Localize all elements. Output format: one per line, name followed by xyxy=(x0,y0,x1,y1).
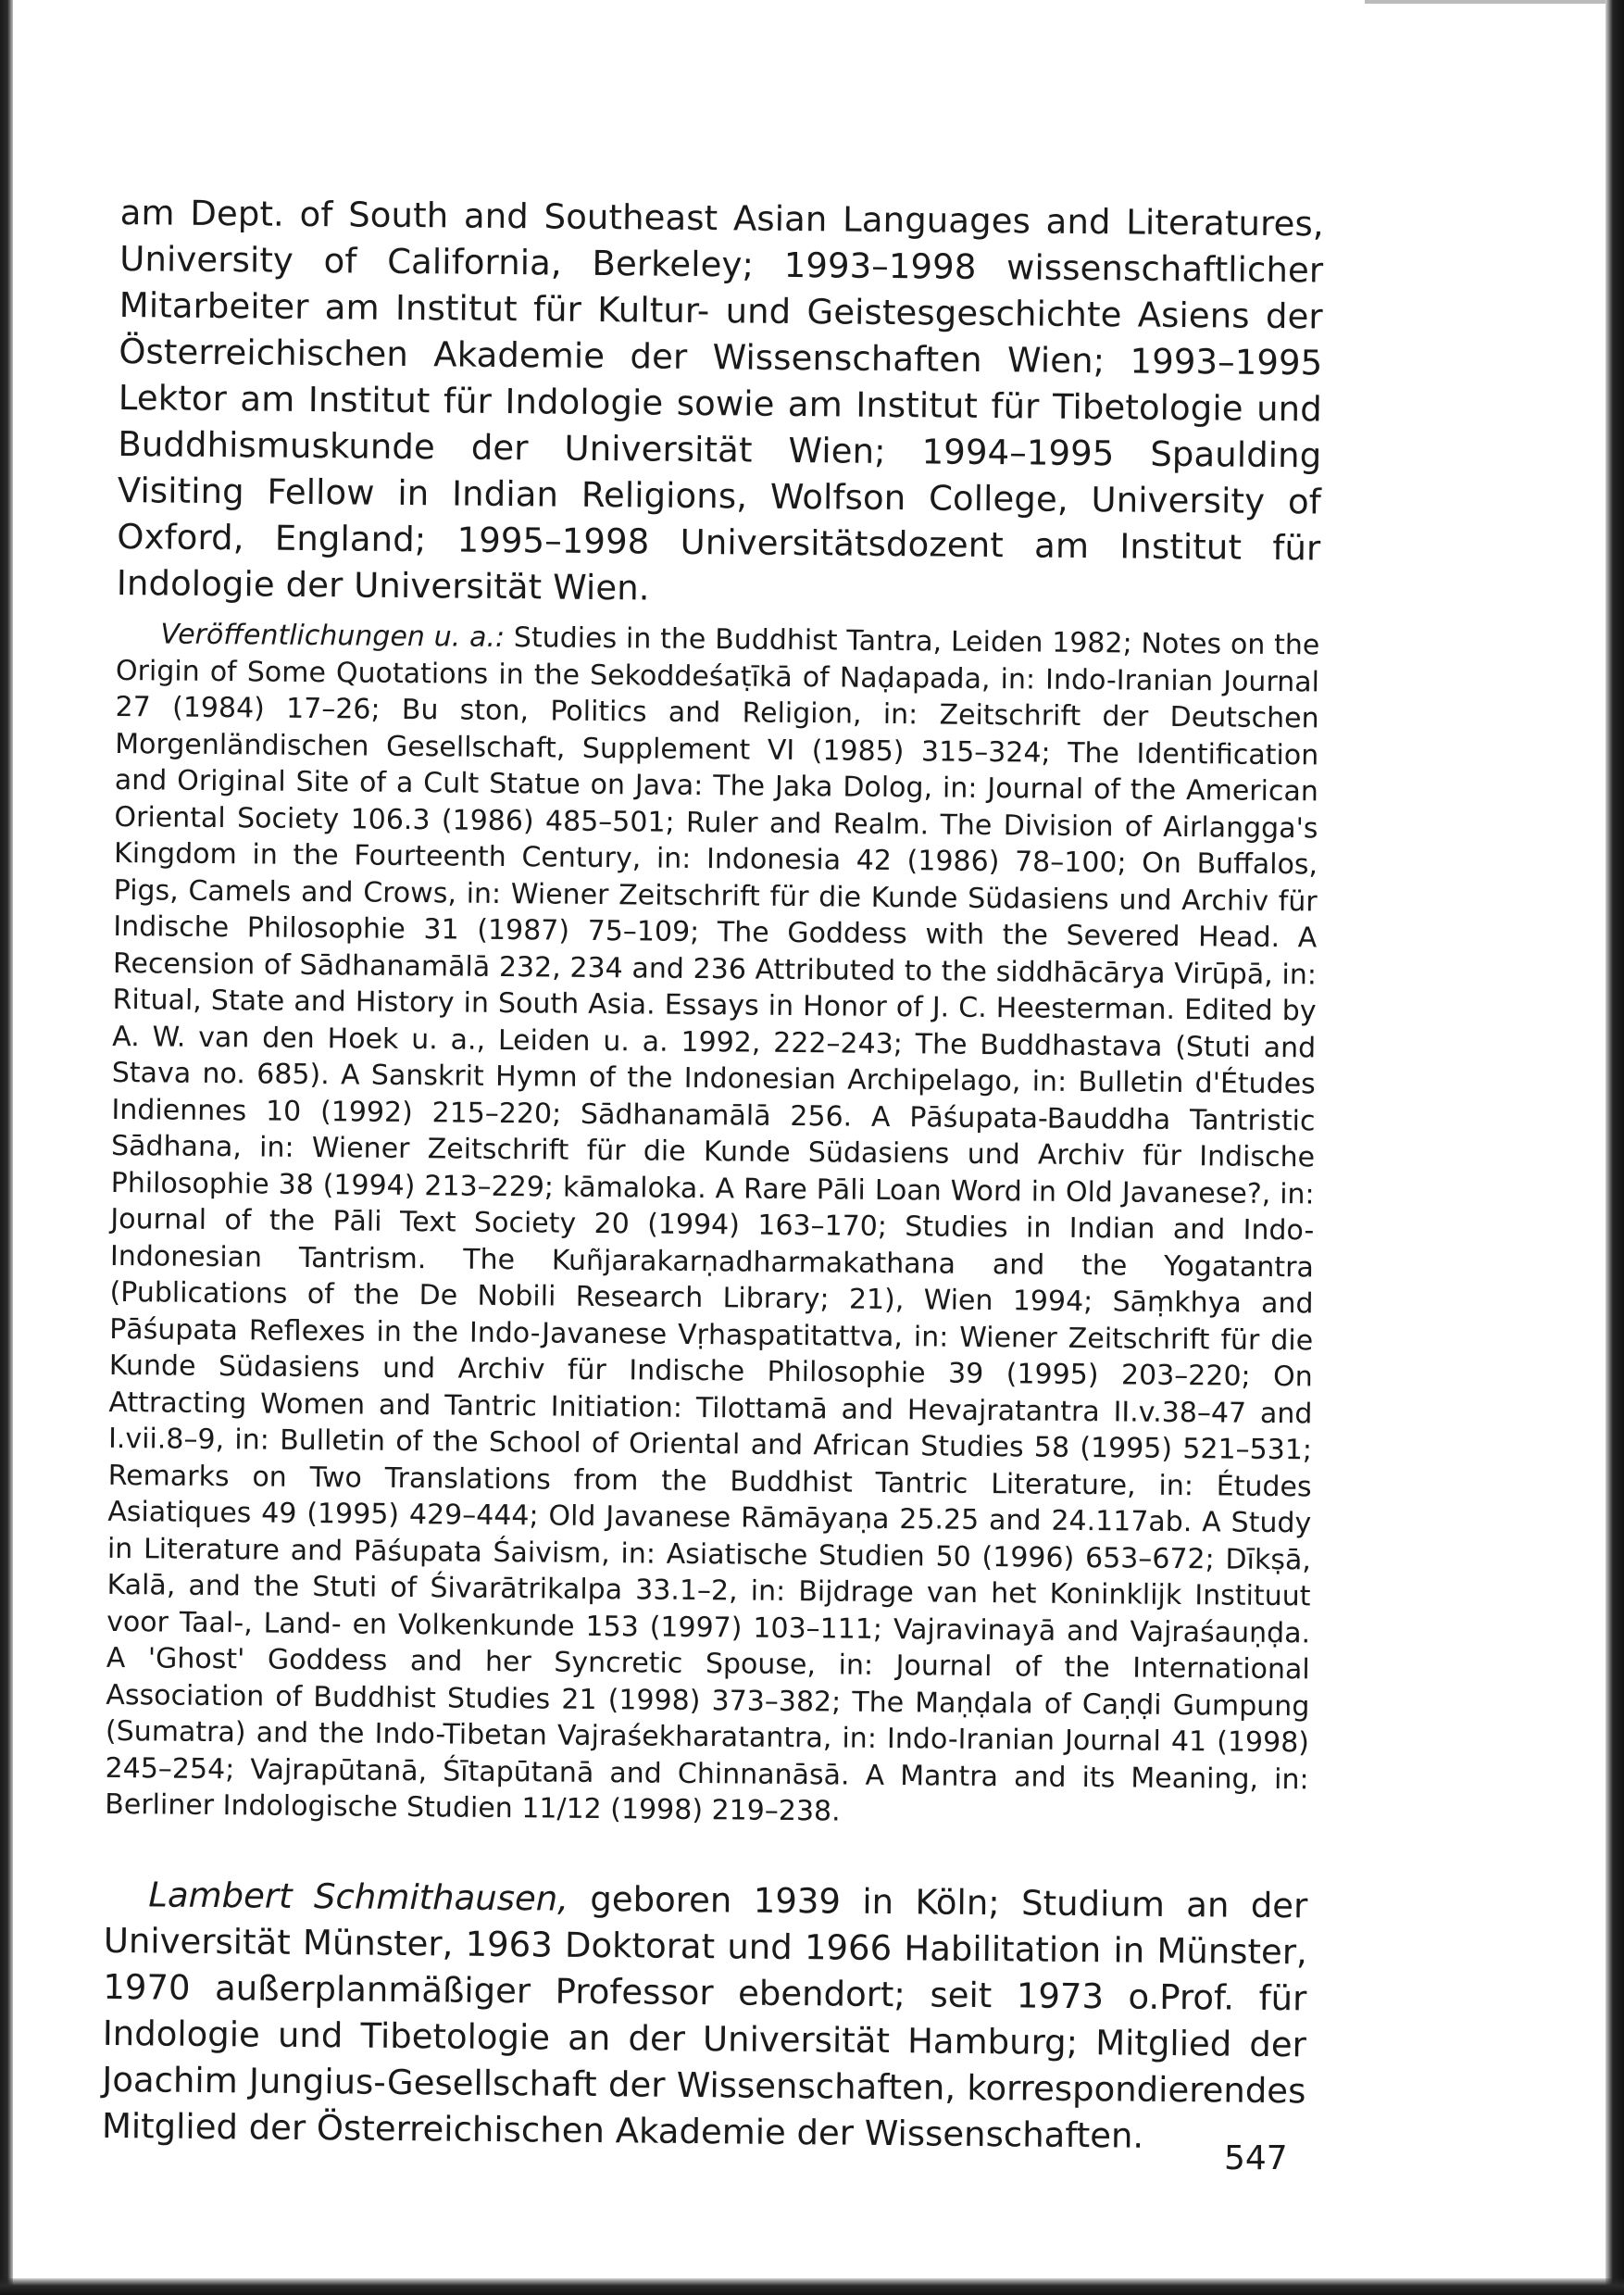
publications-paragraph xyxy=(105,616,1319,1835)
publications-lead: Veröffentlichungen u. a.: xyxy=(160,618,506,655)
page-body xyxy=(102,190,1324,2161)
second-bio-paragraph xyxy=(102,1871,1308,2160)
page-number: 547 xyxy=(1224,2139,1288,2177)
author-name: Lambert Schmithausen, xyxy=(148,1874,569,1919)
scan-border-top xyxy=(1365,0,1605,4)
bio-continuation-paragraph: am Dept. of South and Southeast Asian Languages and Literatures, University of California, Berkeley; 1993–1998 wissenschaftlicher Mitarbeiter am Institut für Kultur- und Geistesgeschichte Asiens der Österreichischen Akademie der Wissenschaften Wien; 1993–1995 Lektor am Institut für Indologie sowie am Institut für Tibetologie und Buddhismuskunde der Universität Wien; 1994–1995 Spaulding Visiting Fellow in Indian Religions, Wolfson College, University of Oxford, England; 1995–1998 Universitätsdozent am Institut für Indologie der Universität Wien. xyxy=(116,192,1324,608)
scan-border-right xyxy=(1605,0,1624,2295)
publications-text: Studies in the Buddhist Tantra, Leiden 1982; Notes on the Origin of Some Quotations in the Sekoddeśaṭīkā of Naḍapada, in: Indo-Iranian Journal 27 (1984) 17–26; Bu ston, Politics and Religion, in: Zeitschrift der Deutschen Morgenländischen Gesellschaft, Supplement VI (1985) 315–324; The Identification and Original Site of a Cult Statue on Java: The Jaka Dolog, in: Journal of the American Oriental Society 106.3 (1986) 485–501; Ruler and Realm. The Division of Airlangga's Kingdom in the Fourteenth Century, in: Indonesia 42 (1986) 78–100; On Buffalos, Pigs, Camels and Crows, in: Wiener Zeitschrift für die Kunde Südasiens und Archiv für Indische Philosophie 31 (1987) 75–109; The Goddess with the Severed Head. A Recension of Sādhanamālā 232, 234 and 236 Attributed to the siddhācārya Virūpā, in: Ritual, State and History in South Asia. Essays in Honor of J. C. Heesterman. Edited by A. W. van den Hoek u. a., Leiden u. a. 1992, 222–243; The Buddhastava (Stuti and Stava no. 685). A Sanskrit Hymn of the Indonesian Archipelago, in: Bulletin d'Études Indiennes 10 (1992) 215–220; Sādhanamālā 256. A Pāśupata-Bauddha Tantristic Sādhana, in: Wiener Zeitschrift für die Kunde Südasiens und Archiv für Indische Philosophie 38 (1994) 213–229; kāmaloka. A Rare Pāli Loan Word in Old Javanese?, in: Journal of the Pāli Text Society 20 (1994) 163–170; Studies in Indian and Indo-Indonesian Tantrism. The Kuñjarakarṇadharmakathana and the Yogatantra (Publications of the De Nobili Research Library; 21), Wien 1994; Sāṃkhya and Pāśupata Reflexes in the Indo-Javanese Vṛhaspatitattva, in: Wiener Zeitschrift für die Kunde Südasiens und Archiv für Indische Philosophie 39 (1995) 203–220; On Attracting Women and Tantric Initiation: Tilottamā and Hevajratantra II.v.38–47 and I.vii.8–9, in: Bulletin of the School of Oriental and African Studies 58 (1995) 521–531; Remarks on Two Translations from the Buddhist Tantric Literature, in: Études Asiatiques 49 (1995) 429–444; Old Javanese Rāmāyaṇa 25.25 and 24.117ab. A Study in Literature and Pāśupata Śaivism, in: Asiatische Studien 50 (1996) 653–672; Dīkṣā, Kalā, and the Stuti of Śivarātrikalpa 33.1–2, in: Bijdrage van het Koninklijk Instituut voor Taal-, Land- en Volkenkunde 153 (1997) 103–111; Vajravinayā and Vajraśauṇḍa. A 'Ghost' Goddess and her Syncretic Spouse, in: Journal of the International Association of Buddhist Studies 21 (1998) 373–382; The Maṇḍala of Caṇḍi Gumpung (Sumatra) and the Indo-Tibetan Vajraśekharatantra, in: Indo-Iranian Journal 41 (1998) 245–254; Vajrapūtanā, Śītapūtanā and Chinnanāsā. A Mantra and its Meaning, in: Berliner Indologische Studien 11/12 (1998) 219–238. xyxy=(105,621,1320,1828)
scan-border-bottom xyxy=(0,2278,1624,2295)
scan-border-left xyxy=(0,0,13,2295)
second-bio-text: geboren 1939 in Köln; Studium an der Universität Münster, 1963 Doktorat und 1966 Habilitation in Münster, 1970 außerplanmäßiger Professor ebendort; seit 1973 o.Prof. für Indologie und Tibetologie an der Universität Hamburg; Mitglied der Joachim Jungius-Gesellschaft der Wissenschaften, korrespondierendes Mitglied der Österreichischen Akademie der Wissenschaften. xyxy=(101,1878,1308,2156)
